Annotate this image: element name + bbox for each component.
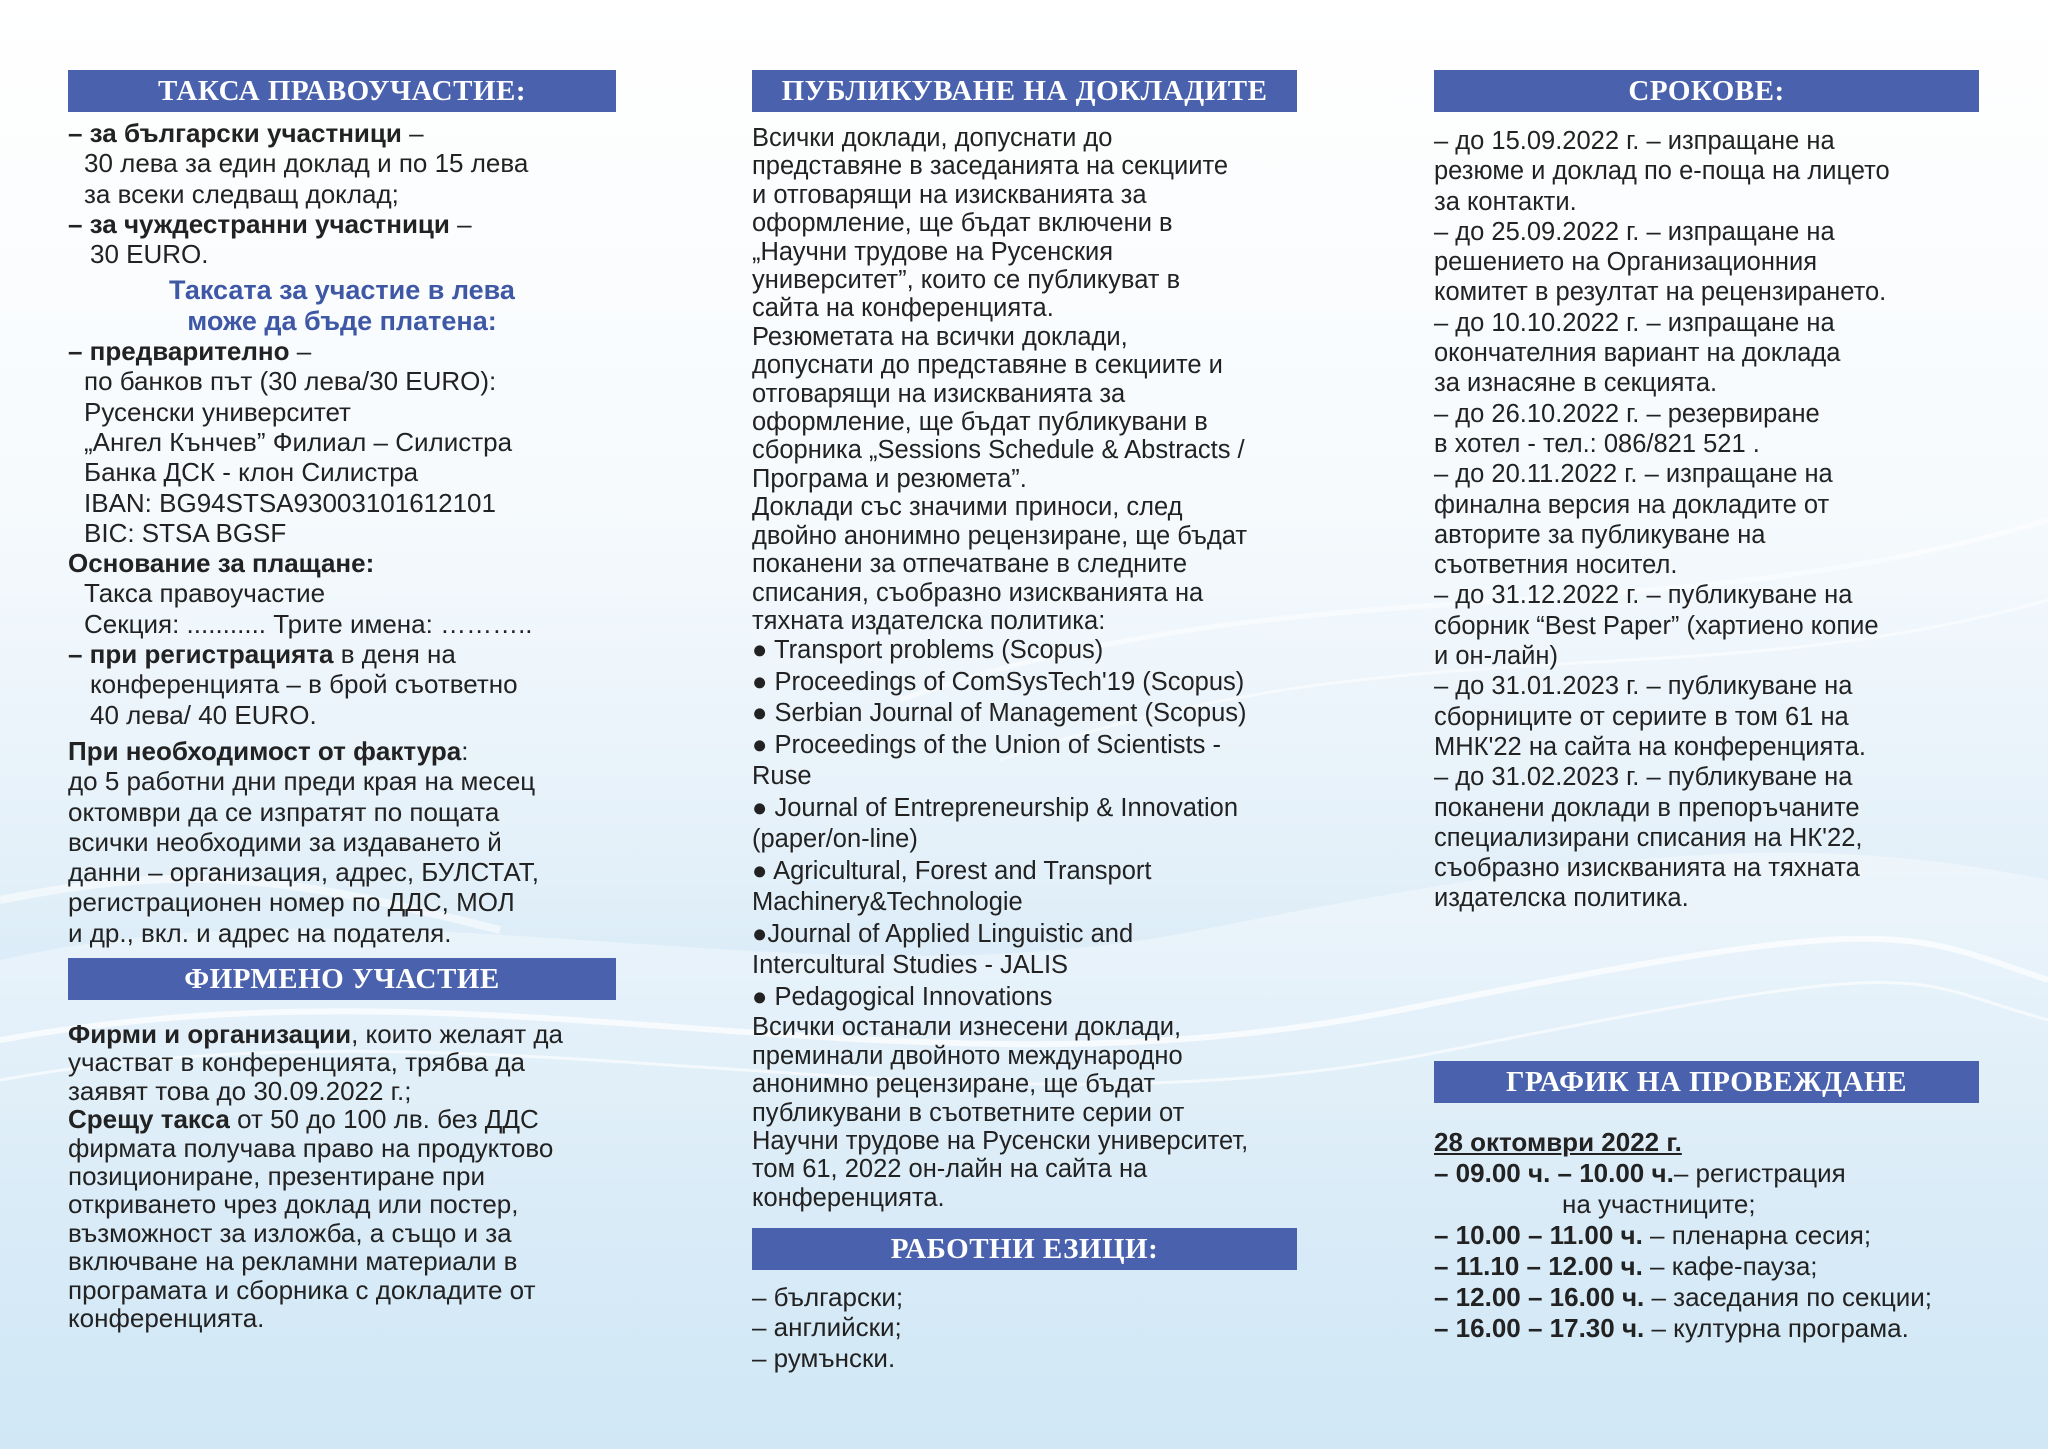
bank-line: IBAN: BG94STSA93003101612101 (84, 487, 496, 518)
registration-line: конференцията – в брой съответно (90, 669, 518, 700)
bg-fee-line: 30 лева за един доклад и по 15 лева (84, 148, 529, 179)
invoice-line: октомври да се изпратят по пощата (68, 796, 500, 827)
company-fee-line: позициониране, презентиране при (68, 1161, 485, 1192)
journal-item: ● Proceedings of ComSysTech'19 (Scopus) (752, 667, 1245, 696)
publish-line: преминали двойното международно (752, 1041, 1183, 1070)
deadline-line: издателска политика. (1434, 884, 1689, 913)
publish-line: Доклади със значими приноси, след (752, 493, 1183, 522)
deadline-line: сборник “Best Paper” (хартиено копие (1434, 611, 1879, 640)
deadline-line: – до 25.09.2022 г. – изпращане на (1434, 217, 1835, 246)
bg-participants: – за български участници – (68, 118, 424, 148)
deadlines-title: СРОКОВЕ: (1434, 70, 1979, 112)
publish-line: сайта на конференцията. (752, 294, 1054, 323)
schedule-section (1434, 1061, 1979, 1344)
bank-line: Банка ДСК - клон Силистра (84, 457, 419, 488)
publish-line: оформление, ще бъдат публикувани в (752, 408, 1208, 437)
languages-list (752, 1282, 1297, 1373)
publish-line: поканени за отпечатване в следните (752, 550, 1188, 579)
schedule-body (1434, 1127, 1979, 1344)
firms-line: заявят това до 30.09.2022 г.; (68, 1075, 412, 1106)
firms-line: участват в конференцията, трябва да (68, 1047, 526, 1078)
publish-body (752, 124, 1297, 1212)
deadline-line: сборниците от сериите в том 61 на (1434, 702, 1849, 731)
deadline-line: окончателния вариант на доклада (1434, 339, 1841, 368)
schedule-item: – 16.00 – 17.30 ч. – културна програма. (1434, 1313, 1909, 1343)
publish-line: публикувани в съответните серии от (752, 1098, 1185, 1127)
invoice-line: до 5 работни дни преди края на месец (68, 766, 536, 797)
bank-line: BIC: STSA BGSF (84, 517, 287, 548)
deadline-line: за контакти. (1434, 187, 1577, 216)
schedule-item: – 12.00 – 16.00 ч. – заседания по секции; (1434, 1282, 1933, 1312)
on-registration: – при регистрацията в деня на (68, 639, 456, 670)
publish-line: представяне в заседанията на секциите (752, 152, 1229, 181)
deadline-line: авторите за публикуване на (1434, 520, 1766, 549)
bg-fee-line: за всеки следващ доклад; (84, 178, 399, 209)
fee-title: ТАКСА ПРАВОУЧАСТИЕ: (68, 70, 616, 112)
bank-line: по банков път (30 лева/30 EURO): (84, 366, 497, 397)
publish-line: допуснати до представяне в секциите и (752, 351, 1223, 380)
deadline-line: финална версия на докладите от (1434, 490, 1830, 519)
journal-item: Machinery&Technologie (752, 888, 1023, 917)
deadline-line: – до 26.10.2022 г. – резервиране (1434, 399, 1820, 428)
journal-item: Intercultural Studies - JALIS (752, 951, 1069, 980)
bank-line: Русенски университет (84, 396, 351, 427)
languages-title: РАБОТНИ ЕЗИЦИ: (752, 1228, 1297, 1270)
publish-line: и отговарящи на изискванията за (752, 180, 1147, 209)
publish-line: оформление, ще бъдат включени в (752, 209, 1173, 238)
schedule-item: на участниците; (1562, 1189, 1756, 1219)
language-item: – български; (752, 1282, 904, 1313)
foreign-fee-line: 30 EURO. (90, 239, 209, 270)
publish-line: Всички доклади, допуснати до (752, 124, 1113, 152)
invoice-line: всички необходими за издаването й (68, 826, 502, 857)
language-item: – румънски. (752, 1342, 896, 1373)
deadline-line: и он-лайн) (1434, 642, 1558, 671)
payment-note: може да бъде платена: (187, 305, 497, 336)
deadline-line: поканени доклади в препоръчаните (1434, 793, 1860, 822)
company-fee-line: възможност за изложба, а също и за (68, 1217, 512, 1248)
journal-item: ● Proceedings of the Union of Scientists - (752, 730, 1221, 759)
schedule-item: – 11.10 – 12.00 ч. – кафе-пауза; (1434, 1251, 1818, 1281)
publish-line: тяхната издателска политика: (752, 606, 1106, 635)
deadline-line: решението на Организационния (1434, 248, 1818, 277)
schedule-title: ГРАФИК НА ПРОВЕЖДАНЕ (1434, 1061, 1979, 1103)
deadline-line: – до 20.11.2022 г. – изпращане на (1434, 460, 1833, 489)
journal-item: ● Serbian Journal of Management (Scopus) (752, 699, 1247, 728)
language-item: – английски; (752, 1312, 902, 1343)
deadline-line: в хотел - тел.: 086/821 521 . (1434, 429, 1760, 458)
invoice-label: При необходимост от фактура: (68, 735, 469, 766)
company-title: ФИРМЕНО УЧАСТИЕ (68, 958, 616, 1000)
invoice-line: и др., вкл. и адрес на подателя. (68, 917, 452, 948)
publish-line: конференцията. (752, 1183, 945, 1212)
deadline-line: комитет в резултат на рецензирането. (1434, 278, 1887, 307)
publish-line: сборника „Sessions Schedule & Abstracts / (752, 436, 1245, 465)
invoice-line: данни – организация, адрес, БУЛСТАТ, (68, 857, 539, 888)
deadline-line: съобразно изискванията на тяхната (1434, 854, 1860, 883)
publish-line: Програма и резюмета”. (752, 464, 1027, 493)
registration-line: 40 лева/ 40 EURO. (90, 699, 317, 730)
company-fee-line: програмата и сборника с докладите от (68, 1274, 536, 1305)
deadline-line: резюме и доклад по е-поща на лицето (1434, 157, 1890, 186)
publish-title: ПУБЛИКУВАНЕ НА ДОКЛАДИТЕ (752, 70, 1297, 112)
publish-line: том 61, 2022 он-лайн на сайта на (752, 1155, 1148, 1184)
publish-line: анонимно рецензиране, ще бъдат (752, 1070, 1156, 1099)
deadline-line: за изнасяне в секцията. (1434, 369, 1718, 398)
deadline-line: – до 31.01.2023 г. – публикуване на (1434, 672, 1853, 701)
schedule-item: – 09.00 ч. – 10.00 ч.– регистрация (1434, 1158, 1846, 1188)
payment-note: Таксата за участие в лева (169, 275, 515, 306)
schedule-item: – 10.00 – 11.00 ч. – пленарна сесия; (1434, 1220, 1872, 1250)
column-middle (752, 70, 1297, 1373)
company-fee-line: фирмата получава право на продуктово (68, 1132, 554, 1163)
company-fee-line: конференцията. (68, 1303, 265, 1334)
basis-line: Такса правоучастие (84, 578, 326, 609)
company-fee-line: откриването чрез доклад или постер, (68, 1189, 519, 1220)
journal-item: ● Journal of Entrepreneurship & Innovation (752, 793, 1239, 822)
publish-line: Научни трудове на Русенски университет, (752, 1126, 1249, 1155)
company-fee-line: включване на рекламни материали в (68, 1246, 518, 1277)
publish-line: Всички останали изнесени доклади, (752, 1013, 1182, 1042)
company-fee: Срещу такса от 50 до 100 лв. без ДДС (68, 1104, 539, 1135)
journal-item: (paper/on-line) (752, 825, 918, 854)
schedule-date: 28 октомври 2022 г. (1434, 1127, 1682, 1157)
publish-line: списания, съобразно изискванията на (752, 578, 1204, 607)
advance-payment: – предварително – (68, 336, 312, 367)
journal-item: ● Transport problems (Scopus) (752, 636, 1104, 665)
publish-line: отговарящи на изискванията за (752, 379, 1126, 408)
journal-item: Ruse (752, 762, 812, 791)
foreign-participants: – за чуждестранни участници – (68, 208, 472, 239)
payment-basis-label: Основание за плащане: (68, 548, 375, 579)
publish-line: „Научни трудове на Русенския (752, 237, 1114, 266)
publish-line: Резюметата на всички доклади, (752, 322, 1128, 351)
journal-item: ●Journal of Applied Linguistic and (752, 919, 1134, 948)
publish-line: двойно анонимно рецензиране, ще бъдат (752, 521, 1248, 550)
column-left (68, 70, 616, 1332)
deadline-line: МНК'22 на сайта на конференцията. (1434, 732, 1866, 761)
deadline-line: – до 15.09.2022 г. – изпращане на (1434, 127, 1835, 155)
deadline-line: – до 10.10.2022 г. – изпращане на (1434, 308, 1835, 337)
column-right (1434, 70, 1979, 914)
firms-paragraph: Фирми и организации, които желаят да (68, 1019, 563, 1050)
invoice-line: регистрационен номер по ДДС, МОЛ (68, 887, 515, 918)
journal-item: ● Agricultural, Forest and Transport (752, 856, 1152, 885)
bank-line: „Ангел Кънчев” Филиал – Силистра (84, 426, 513, 457)
deadline-line: – до 31.12.2022 г. – публикуване на (1434, 581, 1853, 610)
journal-item: ● Pedagogical Innovations (752, 982, 1053, 1011)
deadlines-body (1434, 126, 1979, 914)
deadline-line: – до 31.02.2023 г. – публикуване на (1434, 763, 1853, 792)
publish-line: университет”, които се публикуват в (752, 266, 1181, 295)
deadline-line: съответния носител. (1434, 551, 1678, 580)
basis-line: Секция: ........... Трите имена: ……….. (84, 608, 533, 639)
deadline-line: специализирани списания на НК'22, (1434, 823, 1863, 852)
